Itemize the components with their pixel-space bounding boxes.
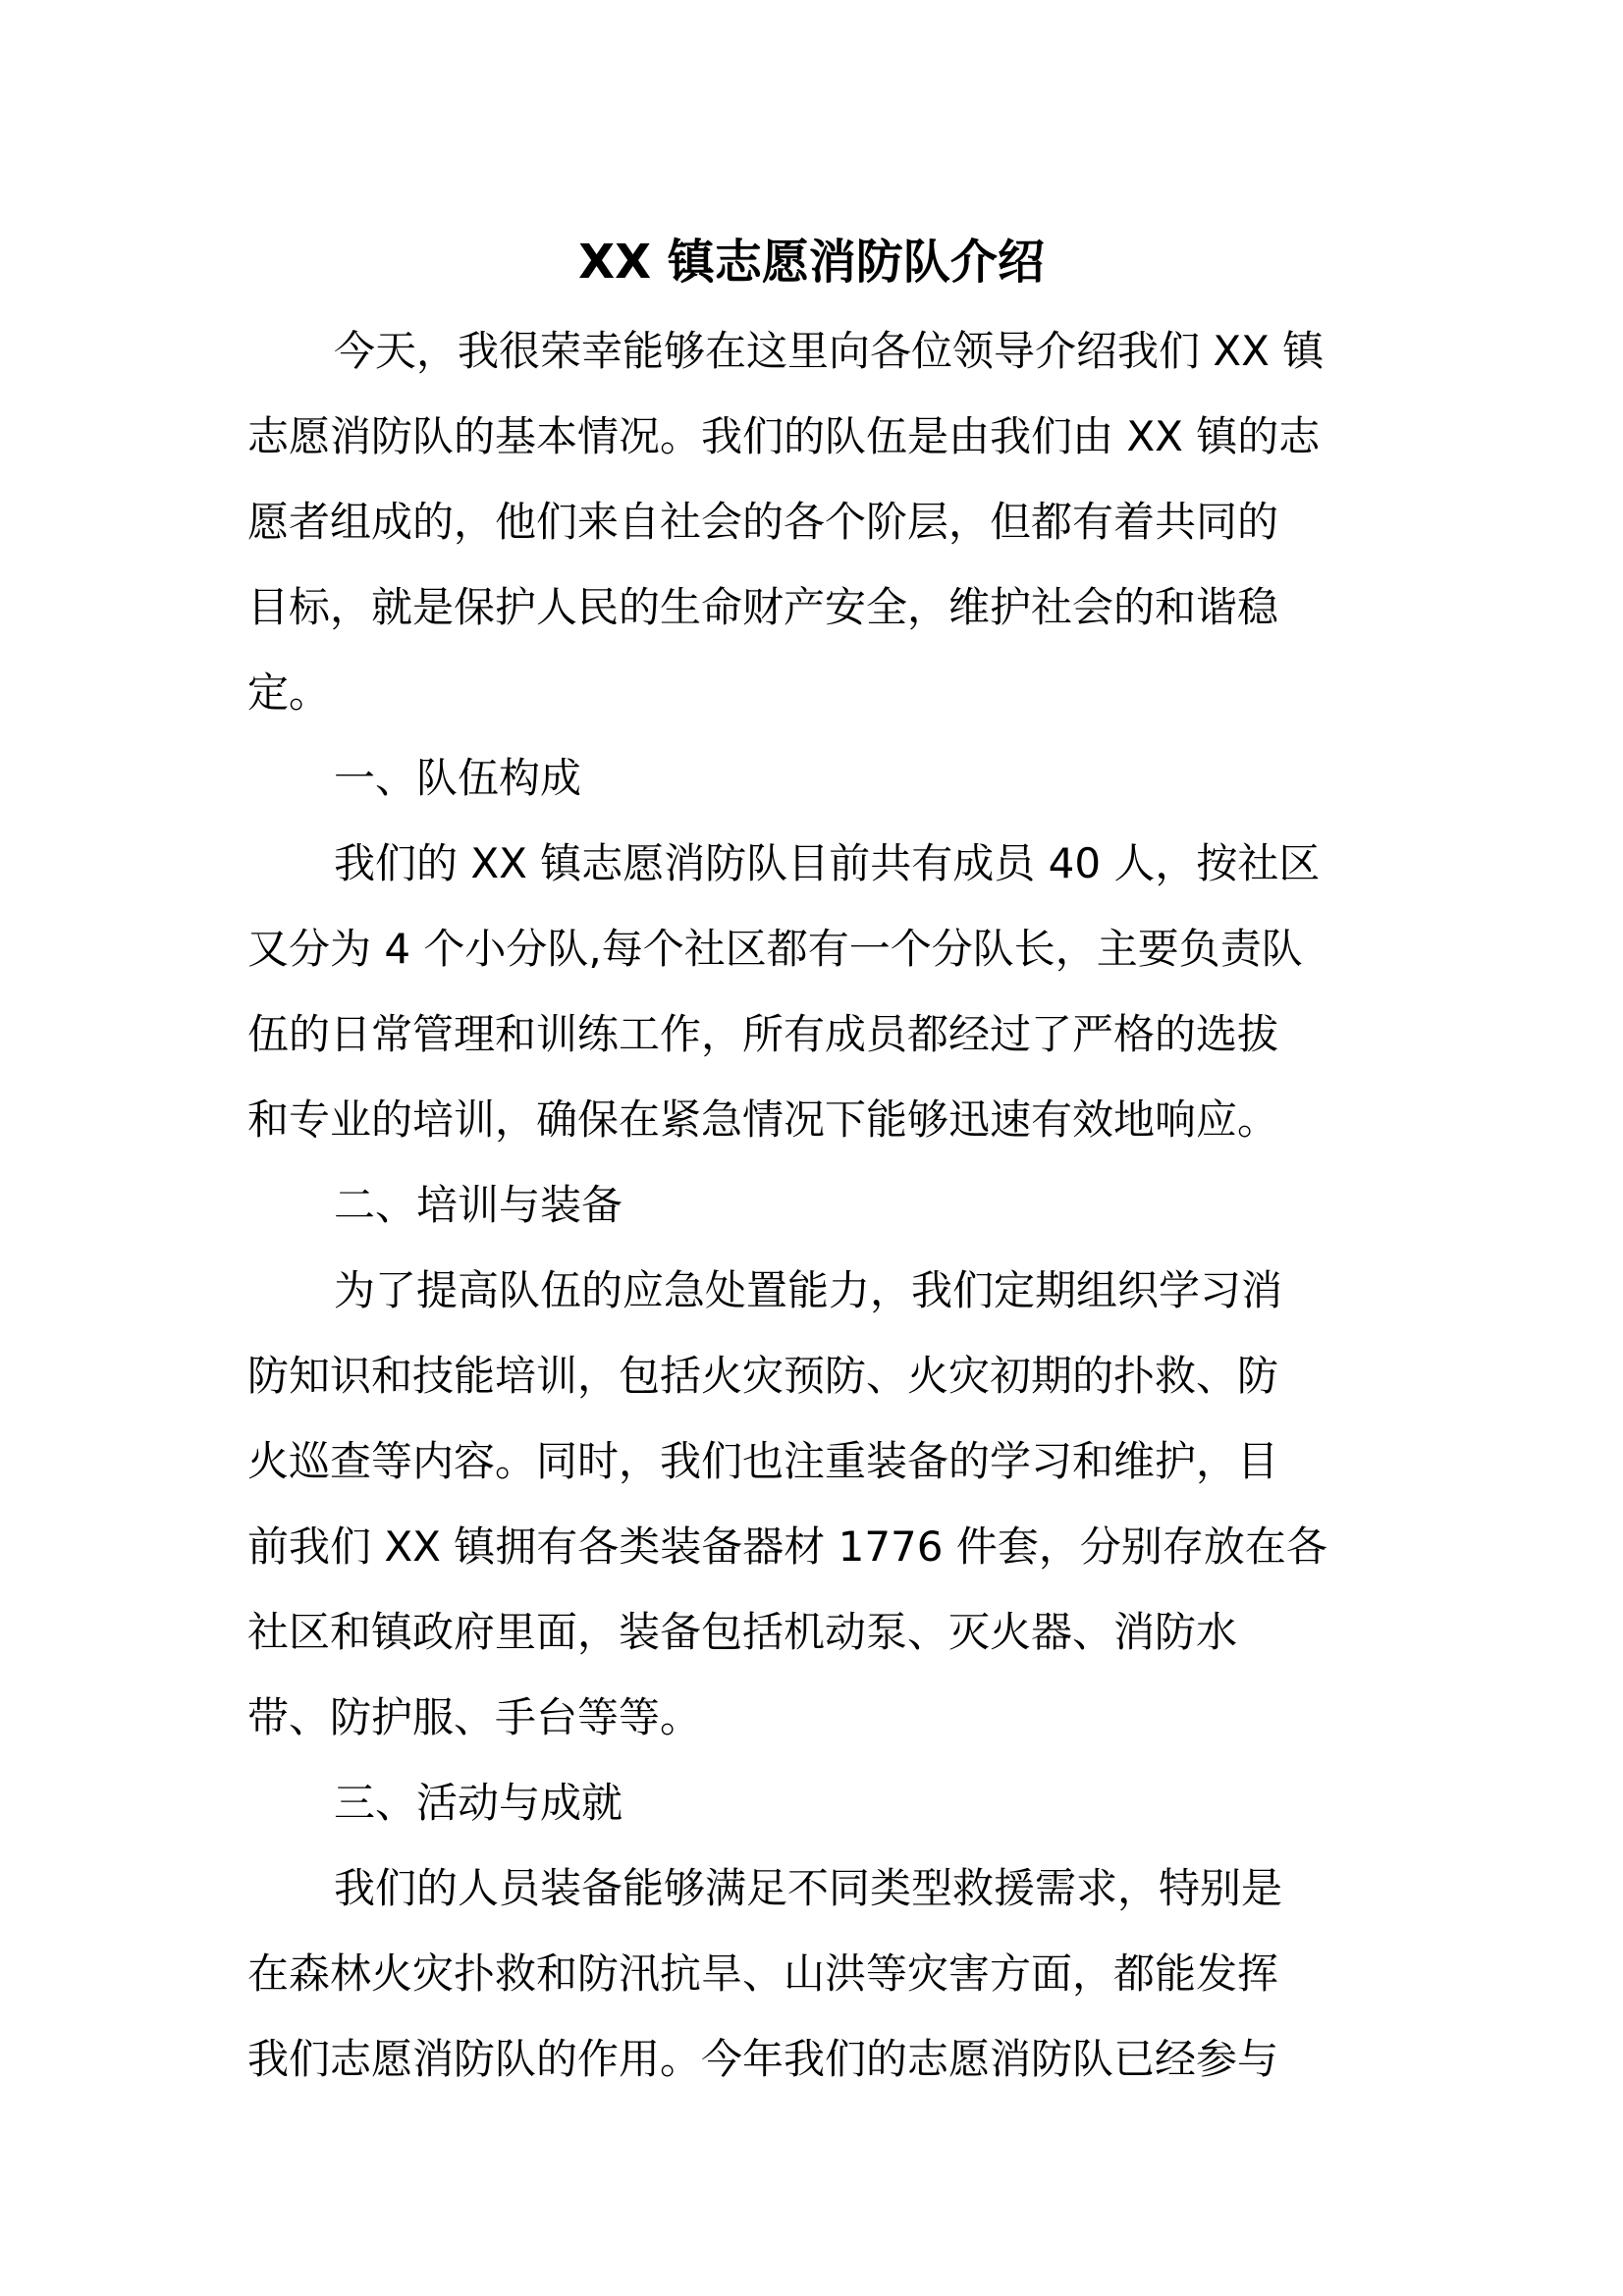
paragraph-line: 前我们 XX 镇拥有各类装备器材 1776 件套，分别存放在各: [247, 1522, 1327, 1571]
paragraph-line: 定。: [247, 668, 331, 717]
paragraph-line: 愿者组成的，他们来自社会的各个阶层，但都有着共同的: [247, 498, 1279, 546]
paragraph-line: 目标，就是保护人民的生命财产安全，维护社会的和谐稳: [247, 583, 1279, 631]
paragraph-line: 今天，我很荣幸能够在这里向各位领导介绍我们 XX 镇: [334, 327, 1325, 375]
paragraph-line: 在森林火灾扑救和防汛抗旱、山洪等灾害方面，都能发挥: [247, 1949, 1279, 1998]
paragraph-line: 我们的人员装备能够满足不同类型救援需求，特别是: [334, 1864, 1283, 1912]
paragraph-line: 和专业的培训，确保在紧急情况下能够迅速有效地响应。: [247, 1095, 1279, 1144]
paragraph-line: 志愿消防队的基本情况。我们的队伍是由我们由 XX 镇的志: [247, 412, 1321, 460]
paragraph-line: 带、防护服、手台等等。: [247, 1693, 702, 1741]
paragraph-line: 伍的日常管理和训练工作，所有成员都经过了严格的选拔: [247, 1010, 1279, 1058]
document-title: XX 镇志愿消防队介绍: [578, 235, 1045, 290]
section-heading-activities-achievements: 三、活动与成就: [334, 1779, 623, 1827]
paragraph-line: 我们志愿消防队的作用。今年我们的志愿消防队已经参与: [247, 2035, 1279, 2083]
paragraph-line: 我们的 XX 镇志愿消防队目前共有成员 40 人，按社区: [334, 839, 1321, 887]
paragraph-line: 防知识和技能培训，包括火灾预防、火灾初期的扑救、防: [247, 1352, 1279, 1400]
section-heading-team-composition: 一、队伍构成: [334, 754, 582, 802]
paragraph-line: 又分为 4 个小分队,每个社区都有一个分队长，主要负责队: [247, 925, 1303, 973]
paragraph-line: 为了提高队伍的应急处置能力，我们定期组织学习消: [334, 1266, 1283, 1314]
paragraph-line: 社区和镇政府里面，装备包括机动泵、灭火器、消防水: [247, 1608, 1238, 1656]
paragraph-line: 火巡查等内容。同时，我们也注重装备的学习和维护，目: [247, 1437, 1279, 1485]
section-heading-training-equipment: 二、培训与装备: [334, 1181, 623, 1229]
